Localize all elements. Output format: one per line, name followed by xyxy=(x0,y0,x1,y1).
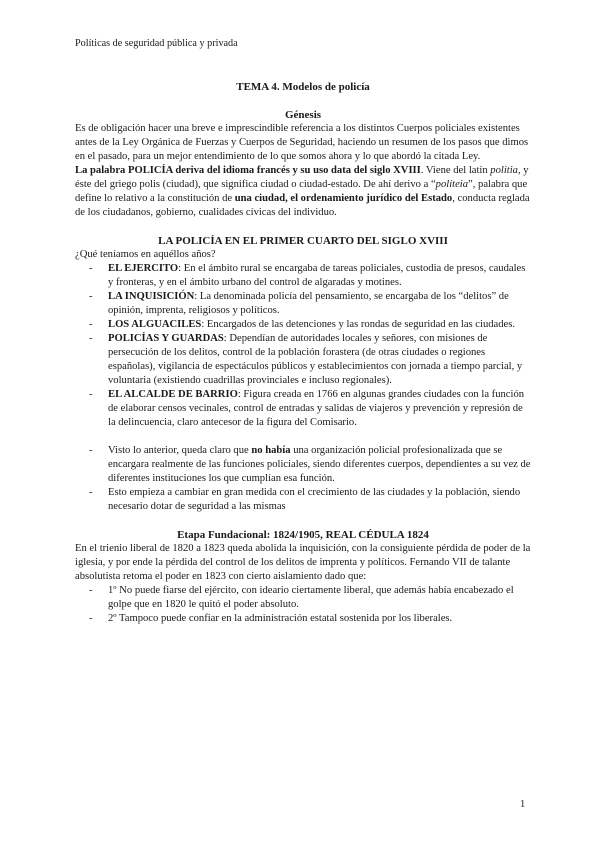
list-item: - EL EJERCITO: En el ámbito rural se encargaba de tareas policiales, custodia de presos, caudales y fronteras, y en el ámbito urbano del control de algaradas y motines. xyxy=(89,263,526,288)
page-title: TEMA 4. Modelos de policía xyxy=(236,81,370,93)
list-item: - 1º No puede fiarse del ejército, con ideario ciertamente liberal, que además había encabezado el golpe que en 1820 le quitó el poder absoluto. xyxy=(89,585,514,610)
section-heading-etapa-fundacional: Etapa Fundacional: 1824/1905, REAL CÉDULA 1824 xyxy=(177,529,429,541)
genesis-paragraph-1: Es de obligación hacer una breve e imprescindible referencia a los distintos Cuerpos policiales existentes antes de la Ley Orgánica de Fuerzas y Cuerpos de Seguridad, haciendo un resumen de los pasos que dimos en el pasado, para un mejor entendimiento de lo que somos ahora y lo que abordó la citada Ley. xyxy=(75,123,529,162)
page-number: 1 xyxy=(520,799,526,810)
list-item: - EL ALCALDE DE BARRIO: Figura creada en 1766 en algunas grandes ciudades con la función de elaborar censos vecinales, control de entradas y salidas de viajeros y prevención y represión de la delincuencia, claro antecesor de la figura del Comisario. xyxy=(89,389,525,428)
etapa-list xyxy=(75,584,531,626)
section-question: ¿Qué teníamos en aquéllos años? xyxy=(75,249,216,260)
list-item: - POLICÍAS Y GUARDAS: Dependían de autoridades locales y señores, con misiones de persecución de los delitos, control de la población forastera (de otras ciudades o regiones españolas), vigilancia de espectáculos públicos y establecimientos con jornada a tiempo parcial, y voluntaria (existiendo cuadrillas provinciales e incluso regionales). xyxy=(89,333,523,386)
latin-term: politia xyxy=(490,165,518,176)
document-body xyxy=(75,80,531,626)
genesis-paragraph-2: La palabra POLICÍA deriva del idioma francés y su uso data del siglo XVIII. Viene del latín politia, y éste del griego polis (ciudad), que significa ciudad o ciudad-estado. De ahí derivo a “politeia”, palabra que define lo relativo a la constitución de una ciudad, el ordenamiento jurídico del Estado, conducta reglada de los ciudadanos, gobierno, cualidades cívicas del individuo. xyxy=(75,165,530,218)
list-item: - LA INQUISICIÓN: La denominada policía del pensamiento, se encargaba de los “delitos” de opinión, imprenta, religiosos y políticos. xyxy=(89,291,509,316)
section-heading-genesis: Génesis xyxy=(284,109,322,121)
etapa-paragraph: En el trienio liberal de 1820 a 1823 queda abolida la inquisición, con la consiguiente pérdida de poder de la iglesia, y por ende la pérdida del control de los delitos de imprenta y políticos. Fernando VII de talante absolutista retoma el poder en 1823 con cierto aislamiento dado que: xyxy=(75,543,531,582)
list-item: - LOS ALGUACILES: Encargados de las detenciones y las rondas de seguridad en las ciudades. xyxy=(89,319,516,330)
list-item: - 2º Tampoco puede confiar en la administración estatal sostenida por los liberales. xyxy=(89,613,453,624)
list-item: - Esto empieza a cambiar en gran medida con el crecimiento de las ciudades y la población, siendo necesario dotar de seguridad a las mismas xyxy=(89,487,521,512)
section-heading-siglo-xviii: LA POLICÍA EN EL PRIMER CUARTO DEL SIGLO XVIII xyxy=(158,235,448,247)
greek-term: politeia xyxy=(435,179,469,190)
institutions-list xyxy=(75,262,531,430)
list-item: - Visto lo anterior, queda claro que no había una organización policial profesionalizada que se encargara realmente de las funciones policiales, siendo diferentes cuerpos, dependientes a su vez de diferentes instituciones los que cumplían esa función. xyxy=(89,445,531,484)
running-header: Políticas de seguridad pública y privada xyxy=(75,38,238,49)
genesis-bold-phrase: La palabra POLICÍA deriva del idioma francés y su uso data del siglo XVIII xyxy=(75,165,421,176)
conclusion-list xyxy=(75,444,531,514)
genesis-bold-phrase-2: una ciudad, el ordenamiento jurídico del Estado xyxy=(234,193,453,204)
